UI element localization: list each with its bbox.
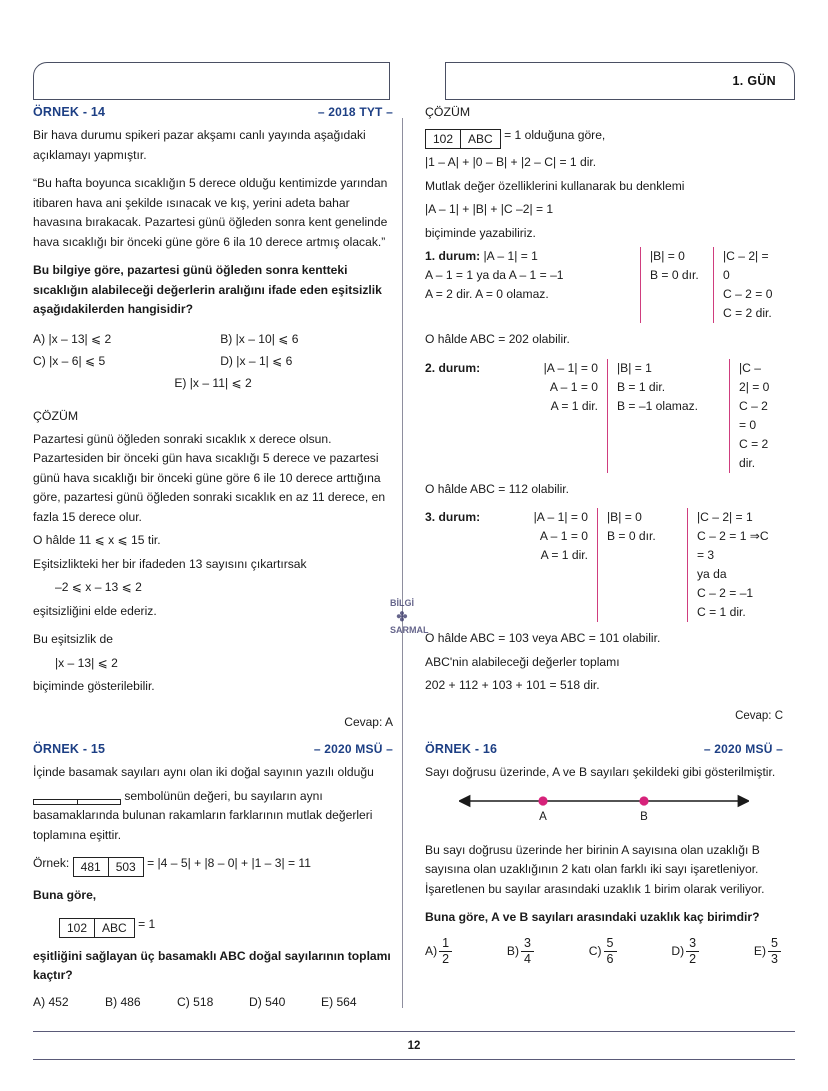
case1-conclusion: O hâlde ABC = 202 olabilir.: [425, 332, 570, 346]
case3-col2-row1: |B| = 0: [607, 510, 642, 524]
ornek16-option-e-letter: E): [753, 944, 766, 959]
ornek16-option-c-num: 5: [606, 935, 614, 950]
footer-rule-bottom: [33, 1059, 795, 1060]
ornek15-block: [33, 742, 393, 1009]
column-divider: [402, 118, 403, 1008]
point-b-label: B: [640, 810, 648, 823]
ornek14-options: [33, 329, 393, 393]
ornek14-solution-heading: ÇÖZÜM: [33, 408, 79, 423]
ornek16-option-c-den: 6: [604, 951, 617, 966]
symbol-box-empty-left: [34, 800, 77, 804]
ornek15-source: – 2020 MSÜ –: [313, 742, 393, 756]
case3-col1-row2: A – 1 = 0: [539, 529, 588, 543]
right-line4: biçiminde yazabiliriz.: [425, 225, 536, 240]
ornek14-solution-line2: Eşitsizlikteki her bir ifadeden 13 sayısını çıkartırsak: [33, 556, 307, 571]
page-number: 12: [407, 1040, 421, 1052]
ornek16-option-c-fraction: [604, 937, 617, 966]
symbol-box-481-503: [73, 857, 144, 877]
day-label: 1. GÜN: [732, 74, 776, 88]
case3-col2-row2: B = 0 dır.: [607, 529, 656, 543]
ornek16-option-d-den: 2: [686, 951, 699, 966]
ornek16-header: [425, 742, 783, 756]
ornek15-example-label: Örnek:: [33, 856, 70, 870]
page-footer: [33, 1031, 795, 1060]
case1-col1-row2: A – 1 = 1 ya da A – 1 = –1: [425, 268, 564, 282]
ornek15-header: [33, 742, 393, 756]
ornek16-option-a[interactable]: [425, 937, 454, 966]
ornek14-solution-line5: Bu eşitsizlik de: [33, 632, 113, 646]
number-line-figure: [425, 789, 783, 831]
symbol-box-empty-right: [77, 800, 120, 804]
case1-col1-row3: A = 2 dir. A = 0 olamaz.: [425, 287, 549, 301]
case2-col3: [729, 359, 783, 473]
ornek15-option-c[interactable]: C) 518: [177, 994, 214, 1009]
symbol-box-102-abc-q: [59, 918, 135, 938]
ornek15-text-part2-line: [33, 787, 393, 846]
case2-col2-row1: |B| = 1: [617, 360, 652, 375]
ornek15-example-line: [33, 854, 393, 877]
case1-col3-row1: |C – 2| = 0: [723, 249, 769, 282]
case1-col3-row2: C – 2 = 0: [723, 287, 773, 301]
watermark-logo-icon: ✤: [396, 609, 408, 625]
case2-col3-row2: C – 2 = 0: [739, 398, 768, 432]
ornek16-option-e[interactable]: [754, 937, 783, 966]
symbol-box-503: 503: [108, 858, 143, 876]
point-a-marker: [538, 796, 547, 805]
case1-col2-row1: |B| = 0: [650, 249, 685, 263]
case3-conclusion1: O hâlde ABC = 103 veya ABC = 101 olabilir.: [425, 631, 661, 645]
case2-col2-row2: B = 1 dir.: [617, 379, 666, 394]
ornek16-block: [425, 742, 783, 966]
ornek16-option-b-den: 4: [521, 951, 534, 966]
ornek16-option-c[interactable]: [589, 937, 619, 966]
ornek14-question: Bu bilgiye göre, pazartesi günü öğleden sonra kentteki sıcaklığın alabileceği değerlerin aralığını ifade eden eşitsizlik aşağıdakilerden hangisidir?: [33, 263, 382, 316]
ornek15-text-part2: sembolünün değeri, bu sayıların aynı basamaklarında bulunan rakamların farklarının mutlak değerleri toplamına eşittir.: [33, 788, 373, 842]
case3-col3-row2: C – 2 = 1 ⇒C = 3: [697, 529, 769, 562]
case2-label: 2. durum:: [425, 360, 481, 375]
ornek15-example-rhs: = |4 – 5| + |8 – 0| + |1 – 3| = 11: [147, 856, 311, 870]
case2-conclusion: O hâlde ABC = 112 olabilir.: [425, 481, 569, 496]
ornek15-option-a[interactable]: A) 452: [33, 994, 69, 1009]
case1-label: 1. durum:: [425, 249, 481, 263]
case3-col3-row4: C – 2 = –1: [697, 586, 754, 600]
case3-col2-row3: [607, 546, 678, 565]
ornek16-options: [425, 937, 783, 966]
ornek14-option-e[interactable]: E) |x – 11| ⩽ 2: [174, 375, 252, 390]
case2-col2-row3: B = –1 olamaz.: [617, 398, 699, 413]
right-line3: |A – 1| + |B| + |C –2| = 1: [425, 202, 554, 216]
ornek15-text-part1: İçinde basamak sayıları aynı olan iki doğal sayının yazılı olduğu: [33, 765, 374, 779]
right-solution-heading: ÇÖZÜM: [425, 105, 471, 119]
left-column: [33, 105, 393, 729]
right-symbol-line: [425, 126, 783, 149]
case2-col2: [607, 359, 729, 473]
ornek14-option-d[interactable]: D) |x – 1| ⩽ 6: [220, 353, 293, 368]
symbol-box-102-abc: [425, 129, 501, 149]
ornek15-title: ÖRNEK - 15: [33, 742, 106, 756]
ornek16-intro: Sayı doğrusu üzerinde, A ve B sayıları şekildeki gibi gösterilmiştir.: [425, 765, 776, 779]
ornek14-option-a[interactable]: A) |x – 13| ⩽ 2: [33, 331, 112, 346]
ornek14-option-b[interactable]: B) |x – 10| ⩽ 6: [220, 331, 299, 346]
ornek16-option-a-letter: A): [425, 944, 438, 959]
number-line-svg: [459, 789, 749, 829]
ornek14-solution-line7: biçiminde gösterilebilir.: [33, 679, 155, 693]
ornek16-option-a-fraction: [439, 937, 452, 966]
right-answer: Cevap: C: [735, 709, 783, 722]
ornek15-option-b[interactable]: B) 486: [105, 994, 141, 1009]
case2-col1-row1: |A – 1| = 0: [543, 360, 598, 375]
case2-col1-row3: A = 1 dir.: [550, 398, 598, 413]
ornek14-option-c[interactable]: C) |x – 6| ⩽ 5: [33, 353, 106, 368]
ornek14-solution-paragraph: Pazartesi günü öğleden sonraki sıcaklık x derece olsun. Pazartesiden bir önceki gün hava sıcaklığı 5 derece ve pazartesi günü hava sıcaklığı bir önceki güne göre 6 ile 10 derece arttığına göre, pazartesi günü öğleden sonraki sıcaklık en az 11 derece, en fazla 15 derece olur.: [33, 431, 386, 524]
case3-col1: [425, 508, 597, 622]
case3-col2: [597, 508, 687, 622]
right-symbol-rhs: = 1 olduğuna göre,: [504, 128, 606, 142]
watermark-top: BİLGİ: [390, 598, 414, 608]
case3-col1-row1: |A – 1| = 0: [533, 510, 588, 524]
symbol-box-481: 481: [80, 860, 101, 874]
case1-col1-row1: |A – 1| = 1: [483, 249, 538, 263]
header-box-right: [445, 62, 795, 100]
case3-conclusion2: ABC'nin alabileceği değerler toplamı: [425, 654, 620, 669]
right-column: [425, 105, 783, 722]
ornek15-question: eşitliğini sağlayan üç basamaklı ABC doğal sayılarının toplamı kaçtır?: [33, 948, 391, 982]
header-box-left: [33, 62, 390, 100]
case1-col3: [713, 247, 783, 323]
ornek16-option-a-den: 2: [439, 951, 452, 966]
case3-col3: [687, 508, 783, 622]
case2-col3-row3: C = 2 dir.: [739, 436, 769, 470]
point-a-label: A: [539, 810, 547, 823]
case2-col3-row1: |C – 2| = 0: [739, 360, 770, 394]
symbol-box-left-value: 102: [433, 132, 454, 146]
symbol-box-empty: [33, 799, 121, 805]
ornek16-option-e-num: 5: [771, 935, 778, 950]
case3-label: 3. durum:: [425, 510, 481, 524]
symbol-box-right-value: ABC: [460, 130, 500, 148]
case1-col1: [425, 247, 640, 323]
case1-col2-row2: B = 0 dır.: [650, 268, 699, 282]
case3-col3-row3: ya da: [697, 567, 727, 581]
case2-col1-row2: A – 1 = 0: [549, 379, 598, 394]
case3-col3-row5: C = 1 dir.: [697, 605, 746, 619]
ornek16-option-d-fraction: [686, 937, 699, 966]
ornek16-option-b-num: 3: [523, 935, 531, 950]
symbol-box-102: 102: [67, 920, 88, 935]
case1-col2: [640, 247, 713, 323]
case-2: [425, 359, 783, 473]
point-b-marker: [639, 796, 648, 805]
ornek16-option-b[interactable]: [507, 937, 536, 966]
ornek14-solution-line3: –2 ⩽ x – 13 ⩽ 2: [55, 580, 142, 594]
ornek14-intro: Bir hava durumu spikeri pazar akşamı canlı yayında aşağıdaki açıklamayı yapmıştır.: [33, 128, 366, 162]
ornek15-lead: Buna göre,: [33, 888, 97, 902]
ornek16-option-a-num: 1: [442, 935, 450, 950]
right-line2: Mutlak değer özelliklerini kullanarak bu denklemi: [425, 178, 685, 193]
ornek16-option-b-fraction: [521, 937, 534, 966]
ornek15-option-e[interactable]: E) 564: [321, 994, 357, 1009]
watermark-bilgi-sarmal: [390, 598, 429, 637]
ornek16-option-c-letter: C): [588, 944, 602, 959]
case2-col1: [425, 359, 607, 473]
ornek16-option-d[interactable]: [671, 937, 701, 966]
ornek14-quote: “Bu hafta boyunca sıcaklığın 5 derece olduğu kentimizde yarından itibaren hava ani şekilde ısınacak ve kış, yerini adeta bahar havasına bırakacak. Pazartesi günü öğleden sonra kent genelinde hava sıcaklığı bir önceki güne göre 6 ila 10 derece artmış olacak.”: [33, 176, 388, 249]
page-header: [33, 62, 795, 100]
case3-conclusion3: 202 + 112 + 103 + 101 = 518 dir.: [425, 678, 600, 692]
ornek16-question: Buna göre, A ve B sayıları arasındaki uzaklık kaç birimdir?: [425, 910, 760, 924]
watermark-bottom: SARMAL: [390, 625, 429, 636]
case-3: [425, 508, 783, 622]
ornek14-header: [33, 105, 393, 119]
ornek14-solution-line6: |x – 13| ⩽ 2: [55, 655, 118, 670]
right-line1: |1 – A| + |0 – B| + |2 – C| = 1 dir.: [425, 155, 597, 169]
ornek15-equation-line: [33, 915, 393, 938]
ornek16-option-b-letter: B): [506, 944, 519, 959]
ornek16-option-e-fraction: [768, 937, 781, 966]
ornek16-title: ÖRNEK - 16: [425, 742, 498, 756]
ornek14-answer: Cevap: A: [344, 714, 393, 729]
ornek16-option-e-den: 3: [768, 951, 781, 966]
ornek14-solution-line4: eşitsizliğini elde ederiz.: [33, 603, 157, 618]
ornek16-option-d-letter: D): [671, 944, 685, 959]
case1-col2-row3: [650, 285, 704, 304]
case-1: [425, 247, 783, 323]
case1-col3-row3: C = 2 dir.: [723, 306, 772, 320]
ornek15-option-d[interactable]: D) 540: [249, 994, 286, 1009]
ornek14-source: – 2018 TYT –: [317, 105, 393, 119]
ornek16-source: – 2020 MSÜ –: [703, 742, 783, 756]
ornek14-solution-line1: O hâlde 11 ⩽ x ⩽ 15 tir.: [33, 533, 161, 547]
ornek15-equation-rhs: = 1: [138, 916, 156, 931]
ornek15-options: [33, 995, 393, 1009]
ornek16-body: Bu sayı doğrusu üzerinde her birinin A sayısına olan uzaklığı B sayısına olan uzaklığının 2 katı olan farklı iki sayı işaretleniyor. İşaretlenen bu sayılar arasındaki uzaklık 1 birim olarak veriliyor.: [425, 842, 765, 896]
ornek14-title: ÖRNEK - 14: [33, 105, 106, 119]
case3-col1-row3: A = 1 dir.: [540, 548, 588, 562]
ornek16-option-d-num: 3: [689, 935, 697, 950]
case3-col3-row1: |C – 2| = 1: [697, 510, 753, 524]
symbol-box-abc: ABC: [94, 919, 134, 937]
